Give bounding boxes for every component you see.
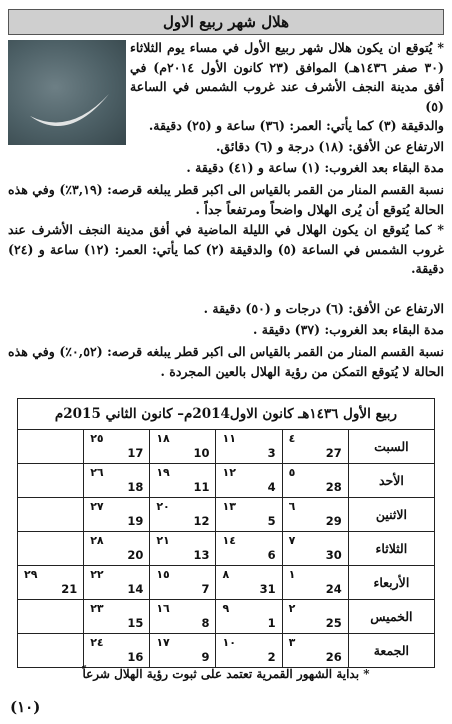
calendar-day-name: الأربعاء xyxy=(348,566,434,600)
hijri-date: ١٢ xyxy=(222,466,236,479)
gregorian-date: 30 xyxy=(325,548,342,562)
calendar-cell xyxy=(18,532,84,566)
hijri-date: ٢٠ xyxy=(156,500,170,513)
hijri-date: ٢٨ xyxy=(90,534,104,547)
hijri-date: ١١ xyxy=(222,432,236,445)
hijri-date: ٩ xyxy=(222,602,230,615)
gregorian-date: 11 xyxy=(193,480,210,494)
hijri-date: ٤ xyxy=(288,432,296,445)
gregorian-date: 12 xyxy=(193,514,210,528)
calendar-cell xyxy=(216,600,282,634)
gregorian-date: 18 xyxy=(127,480,144,494)
hijri-date: ٦ xyxy=(288,500,296,513)
hijri-date: ٢٥ xyxy=(90,432,104,445)
hijri-date: ٢٢ xyxy=(90,568,104,581)
gregorian-date: 4 xyxy=(267,480,276,494)
calendar-cell xyxy=(216,430,282,464)
gregorian-date: 17 xyxy=(127,446,144,460)
calendar-cell xyxy=(84,634,150,668)
calendar-cell xyxy=(216,566,282,600)
hijri-date: ٢٦ xyxy=(90,466,104,479)
hijri-date: ١٩ xyxy=(156,466,170,479)
gregorian-date: 6 xyxy=(267,548,276,562)
calendar-cell xyxy=(282,498,348,532)
gregorian-date: 24 xyxy=(325,582,342,596)
calendar-cell xyxy=(282,532,348,566)
calendar-cell xyxy=(282,430,348,464)
hijri-date: ١ xyxy=(288,568,296,581)
calendar-row xyxy=(18,566,435,600)
footnote: * بداية الشهور القمرية تعتمد على ثبوت رؤية الهلال شرعاً xyxy=(82,667,370,681)
gregorian-date: 20 xyxy=(127,548,144,562)
gregorian-date: 31 xyxy=(259,582,276,596)
gregorian-date: 3 xyxy=(267,446,276,460)
calendar-day-name: الخميس xyxy=(348,600,434,634)
gregorian-date: 9 xyxy=(201,650,210,664)
calendar-table xyxy=(17,398,435,668)
gregorian-date: 13 xyxy=(193,548,210,562)
calendar-cell xyxy=(216,532,282,566)
hijri-date: ٢٩ xyxy=(24,568,38,581)
calendar-cell xyxy=(282,464,348,498)
hijri-date: ٨ xyxy=(222,568,230,581)
gregorian-date: 29 xyxy=(325,514,342,528)
calendar-cell xyxy=(18,566,84,600)
calendar-cell xyxy=(18,464,84,498)
calendar-day-name: الثلاثاء xyxy=(348,532,434,566)
hijri-date: ١٣ xyxy=(222,500,236,513)
paragraph-second-altitude: الارتفاع عن الأفق: (٦) درجات و (٥٠) دقيقة . xyxy=(203,301,444,316)
calendar-cell xyxy=(216,464,282,498)
gregorian-date: 14 xyxy=(127,582,144,596)
gregorian-date: 21 xyxy=(61,582,78,596)
gregorian-date: 2 xyxy=(267,650,276,664)
hijri-date: ٣ xyxy=(288,636,296,649)
calendar-cell xyxy=(150,464,216,498)
calendar-cell xyxy=(282,566,348,600)
calendar-cell xyxy=(282,600,348,634)
gregorian-date: 28 xyxy=(325,480,342,494)
calendar-cell xyxy=(150,532,216,566)
calendar-row xyxy=(18,600,435,634)
calendar-day-name: الأحد xyxy=(348,464,434,498)
hijri-date: ٢٣ xyxy=(90,602,104,615)
calendar-row xyxy=(18,634,435,668)
calendar-cell xyxy=(84,498,150,532)
gregorian-date: 26 xyxy=(325,650,342,664)
gregorian-date: 5 xyxy=(267,514,276,528)
hijri-date: ٢١ xyxy=(156,534,170,547)
calendar-cell xyxy=(84,464,150,498)
hijri-date: ٢٧ xyxy=(90,500,104,513)
paragraph-first-stay: مدة البقاء بعد الغروب: (١) ساعة و (٤١) دقيقة . xyxy=(186,160,444,175)
hijri-date: ٥ xyxy=(288,466,296,479)
paragraph-second-intro: * كما يُتوقع ان يكون الهلال في الليلة الماضية في أفق مدينة النجف الأشرف عند غروب الشمس في الساعة (٥) والدقيقة (٢) كما يأتي: العمر: (١٢) ساعة و (٢٤) دقيقة. xyxy=(8,222,444,276)
paragraph-first-altitude: الارتفاع عن الأفق: (١٨) درجة و (٦) دقائق. xyxy=(216,139,444,154)
paragraph-first-intro: * يُتوقع ان يكون هلال شهر ربيع الأول في مساء يوم الثلاثاء (٣٠ صفر ١٤٣٦هـ) الموافق (٢٣ كانون الأول ٢٠١٤م) في أفق مدينة النجف الأشرف عند غروب الشمس في الساعة (٥) xyxy=(130,40,444,114)
calendar-cell xyxy=(150,566,216,600)
gregorian-date: 16 xyxy=(127,650,144,664)
hijri-date: ١٧ xyxy=(156,636,170,649)
hijri-date: ١٨ xyxy=(156,432,170,445)
calendar-cell xyxy=(150,498,216,532)
hijri-date: ٧ xyxy=(288,534,296,547)
paragraph-second-stay: مدة البقاء بعد الغروب: (٣٧) دقيقة . xyxy=(252,322,444,337)
calendar-cell xyxy=(18,634,84,668)
calendar-row xyxy=(18,464,435,498)
calendar-cell xyxy=(150,430,216,464)
calendar-row xyxy=(18,498,435,532)
calendar-row xyxy=(18,430,435,464)
calendar-day-name: الجمعة xyxy=(348,634,434,668)
hijri-date: ١٥ xyxy=(156,568,170,581)
calendar-cell xyxy=(216,498,282,532)
calendar-cell xyxy=(216,634,282,668)
hijri-date: ٢٤ xyxy=(90,636,104,649)
hijri-date: ٢ xyxy=(288,602,296,615)
calendar-cell xyxy=(282,634,348,668)
calendar-cell xyxy=(150,600,216,634)
calendar-cell xyxy=(18,600,84,634)
calendar-cell xyxy=(84,430,150,464)
calendar-header: ربيع الأول ١٤٣٦هـ كانون الاول2014م– كانون الثاني 2015م xyxy=(18,399,435,430)
page-number: (١٠) xyxy=(10,698,41,716)
paragraph-second-ratio: نسبة القسم المنار من القمر بالقياس الى اكبر قطر يبلغه قرصه: (٠,٥٢٪) وفي هذه الحالة لا يُتوقع التمكن من رؤية الهلال بالعين المجردة . xyxy=(8,344,444,379)
gregorian-date: 15 xyxy=(127,616,144,630)
calendar-row xyxy=(18,532,435,566)
calendar-cell xyxy=(84,566,150,600)
gregorian-date: 1 xyxy=(267,616,276,630)
gregorian-date: 8 xyxy=(201,616,210,630)
calendar-cell xyxy=(150,634,216,668)
gregorian-date: 25 xyxy=(325,616,342,630)
page-title: هلال شهر ربيع الاول xyxy=(8,9,444,35)
gregorian-date: 10 xyxy=(193,446,210,460)
calendar-day-name: الاثنين xyxy=(348,498,434,532)
calendar-cell xyxy=(18,430,84,464)
calendar-cell xyxy=(84,600,150,634)
hijri-date: ١٤ xyxy=(222,534,236,547)
gregorian-date: 27 xyxy=(325,446,342,460)
paragraph-first-age: والدقيقة (٣) كما يأتي: العمر: (٣٦) ساعة و (٢٥) دقيقة. xyxy=(148,118,444,133)
hijri-date: ١٠ xyxy=(222,636,236,649)
gregorian-date: 19 xyxy=(127,514,144,528)
calendar-day-name: السبت xyxy=(348,430,434,464)
calendar-cell xyxy=(84,532,150,566)
gregorian-date: 7 xyxy=(201,582,210,596)
paragraph-first-ratio: نسبة القسم المنار من القمر بالقياس الى اكبر قطر يبلغه قرصه: (٣,١٩٪) وفي هذه الحالة يُتوقع أن يُرى الهلال واضحاً ومرتفعاً جداً . xyxy=(8,182,444,217)
calendar-cell xyxy=(18,498,84,532)
hijri-date: ١٦ xyxy=(156,602,170,615)
